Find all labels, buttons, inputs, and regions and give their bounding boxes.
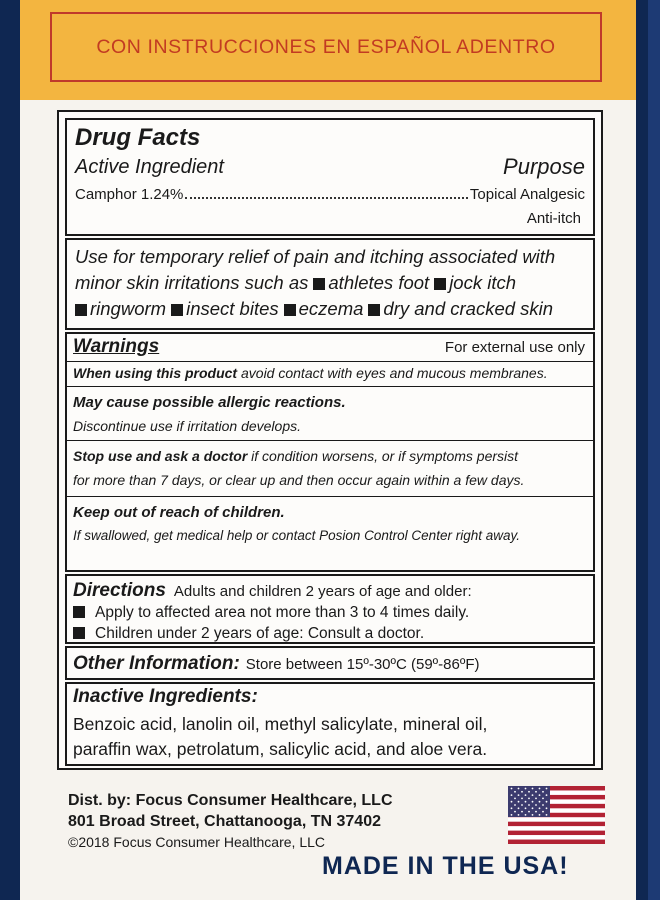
bullet-square-icon [368,304,380,316]
directions-item-1-text: Apply to affected area not more than 3 to 4 times daily. [95,604,470,621]
drug-facts-panel [57,110,603,770]
use-item: athletes foot [328,272,430,293]
stop-use-line-1 [73,448,587,464]
swallowed-line: If swallowed, get medical help or contact Posion Control Center right away. [73,528,520,543]
uses-line-3 [75,296,585,322]
divider [67,361,593,362]
distributor-info [68,790,393,853]
warnings-section [65,332,595,572]
distributor-line-1: Dist. by: Focus Consumer Healthcare, LLC [68,792,393,809]
active-ingredient-section [65,118,595,236]
usa-flag-icon [508,786,605,844]
distributor-line-2: 801 Broad Street, Chattanooga, TN 37402 [68,813,381,830]
ingredient-header-row [75,156,585,180]
bullet-square-icon [284,304,296,316]
bullet-square-icon [171,304,183,316]
inactive-line-2: paraffin wax, petrolatum, salicylic acid, and aloe vera. [73,739,488,759]
use-item: ringworm [90,298,167,319]
bullet-square-icon [73,627,85,639]
other-information-title: Other Information: [73,653,240,674]
warnings-header [73,336,585,358]
use-item: dry and cracked skin [383,298,554,319]
ingredient-name: Camphor 1.24% [75,186,184,203]
divider [67,496,593,497]
when-using-rest: avoid contact with eyes and mucous membranes. [237,365,548,381]
directions-item-2-text: Children under 2 years of age: Consult a doctor. [95,625,425,642]
divider [67,386,593,387]
stop-use-line-2: for more than 7 days, or clear up and then occur again within a few days. [73,472,525,488]
drug-facts-title: Drug Facts [75,124,201,151]
spanish-banner-text: CON INSTRUCCIONES EN ESPAÑOL ADENTRO [96,35,556,58]
directions-title: Directions [73,580,166,601]
storage-text: Store between 15º-30ºC (59º-86ºF) [245,656,480,673]
inactive-line-1: Benzoic acid, lanolin oil, methyl salicylate, mineral oil, [73,714,488,734]
active-ingredient-label: Active Ingredient [75,156,224,178]
uses-section [65,238,595,330]
bullet-square-icon [313,278,325,290]
made-in-usa: MADE IN THE USA! [322,852,569,880]
keep-out-line [73,504,587,521]
spanish-banner-frame [50,12,602,82]
directions-section [65,574,595,644]
inactive-ingredients-text [73,712,587,762]
ingredient-row [75,186,585,203]
divider [67,440,593,441]
purpose-analgesic: Topical Analgesic [469,186,585,203]
purpose-anti-itch: Anti-itch [526,210,581,227]
right-side-band [636,0,660,900]
allergic-bold-line [73,394,587,411]
uses-line-1: Use for temporary relief of pain and itching associated with [75,246,556,267]
use-item: jock itch [449,272,517,293]
uses-prefix: minor skin irritations such as [75,272,309,293]
stop-use-bold: Stop use and ask a doctor [73,448,248,464]
uses-line-2 [75,270,585,296]
inactive-ingredients-section [65,682,595,766]
allergic-rest-line: Discontinue use if irritation develops. [73,418,302,434]
other-information-row [73,653,479,675]
use-item: insect bites [186,298,279,319]
inactive-ingredients-title: Inactive Ingredients: [73,686,258,707]
spanish-banner [20,0,636,100]
uses-text [75,244,585,322]
copyright-line: ©2018 Focus Consumer Healthcare, LLC [68,834,325,850]
use-item: eczema [298,298,364,319]
bullet-square-icon [434,278,446,290]
dot-leader [185,197,468,199]
when-using-bold: When using this product [73,365,238,381]
purpose-label: Purpose [503,154,585,179]
stop-use-rest: if condition worsens, or if symptoms persist [247,448,519,464]
directions-item-2 [73,625,424,643]
warnings-title: Warnings [73,336,160,357]
directions-item-1 [73,604,469,622]
bullet-square-icon [75,304,87,316]
keep-out-bold: Keep out of reach of children. [73,504,285,521]
allergic-bold: May cause possible allergic reactions. [73,394,346,411]
other-information-section [65,646,595,680]
when-using-line [73,365,587,381]
directions-header [73,580,472,602]
bullet-square-icon [73,606,85,618]
left-side-band [0,0,20,900]
external-use-note: For external use only [444,339,585,356]
directions-intro: Adults and children 2 years of age and older: [173,583,472,600]
